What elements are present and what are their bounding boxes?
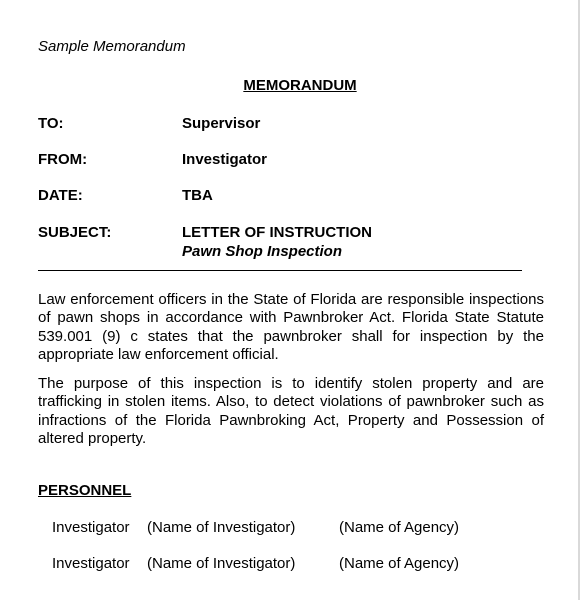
- date-label: DATE:: [38, 187, 83, 204]
- from-label: FROM:: [38, 151, 88, 168]
- personnel-agency: (Name of Agency): [339, 519, 460, 536]
- paragraph-purpose: The purpose of this inspection is to identify stolen property and are trafficking in stolen items. Also, to detect violations of pawnbroker such as infractions of the Florida Pawnbroking Act, Property and Possession of altered property.: [38, 375, 544, 448]
- to-label: TO:: [38, 115, 64, 132]
- personnel-role: Investigator: [52, 555, 130, 572]
- subject-label: SUBJECT:: [38, 224, 112, 241]
- from-value: Investigator: [182, 151, 268, 168]
- personnel-name: (Name of Investigator): [147, 519, 296, 536]
- to-value: Supervisor: [182, 115, 261, 132]
- subject-value: LETTER OF INSTRUCTION: [182, 224, 372, 241]
- personnel-agency: (Name of Agency): [339, 555, 460, 572]
- memorandum-heading: MEMORANDUM: [243, 77, 357, 94]
- paragraph-legal-basis: Law enforcement officers in the State of Florida are responsible inspections of pawn shops in accordance with Pawnbroker Act. Florida State Statute 539.001 (9) c states that the pawnbroker shall for inspection by the appropriate law enforcement official.: [38, 291, 544, 364]
- personnel-heading: PERSONNEL: [38, 482, 132, 499]
- personnel-name: (Name of Investigator): [147, 555, 296, 572]
- subject-subvalue: Pawn Shop Inspection: [182, 243, 343, 260]
- sample-title: Sample Memorandum: [38, 38, 186, 55]
- date-value: TBA: [182, 187, 213, 204]
- header-divider: [38, 270, 522, 271]
- personnel-role: Investigator: [52, 519, 130, 536]
